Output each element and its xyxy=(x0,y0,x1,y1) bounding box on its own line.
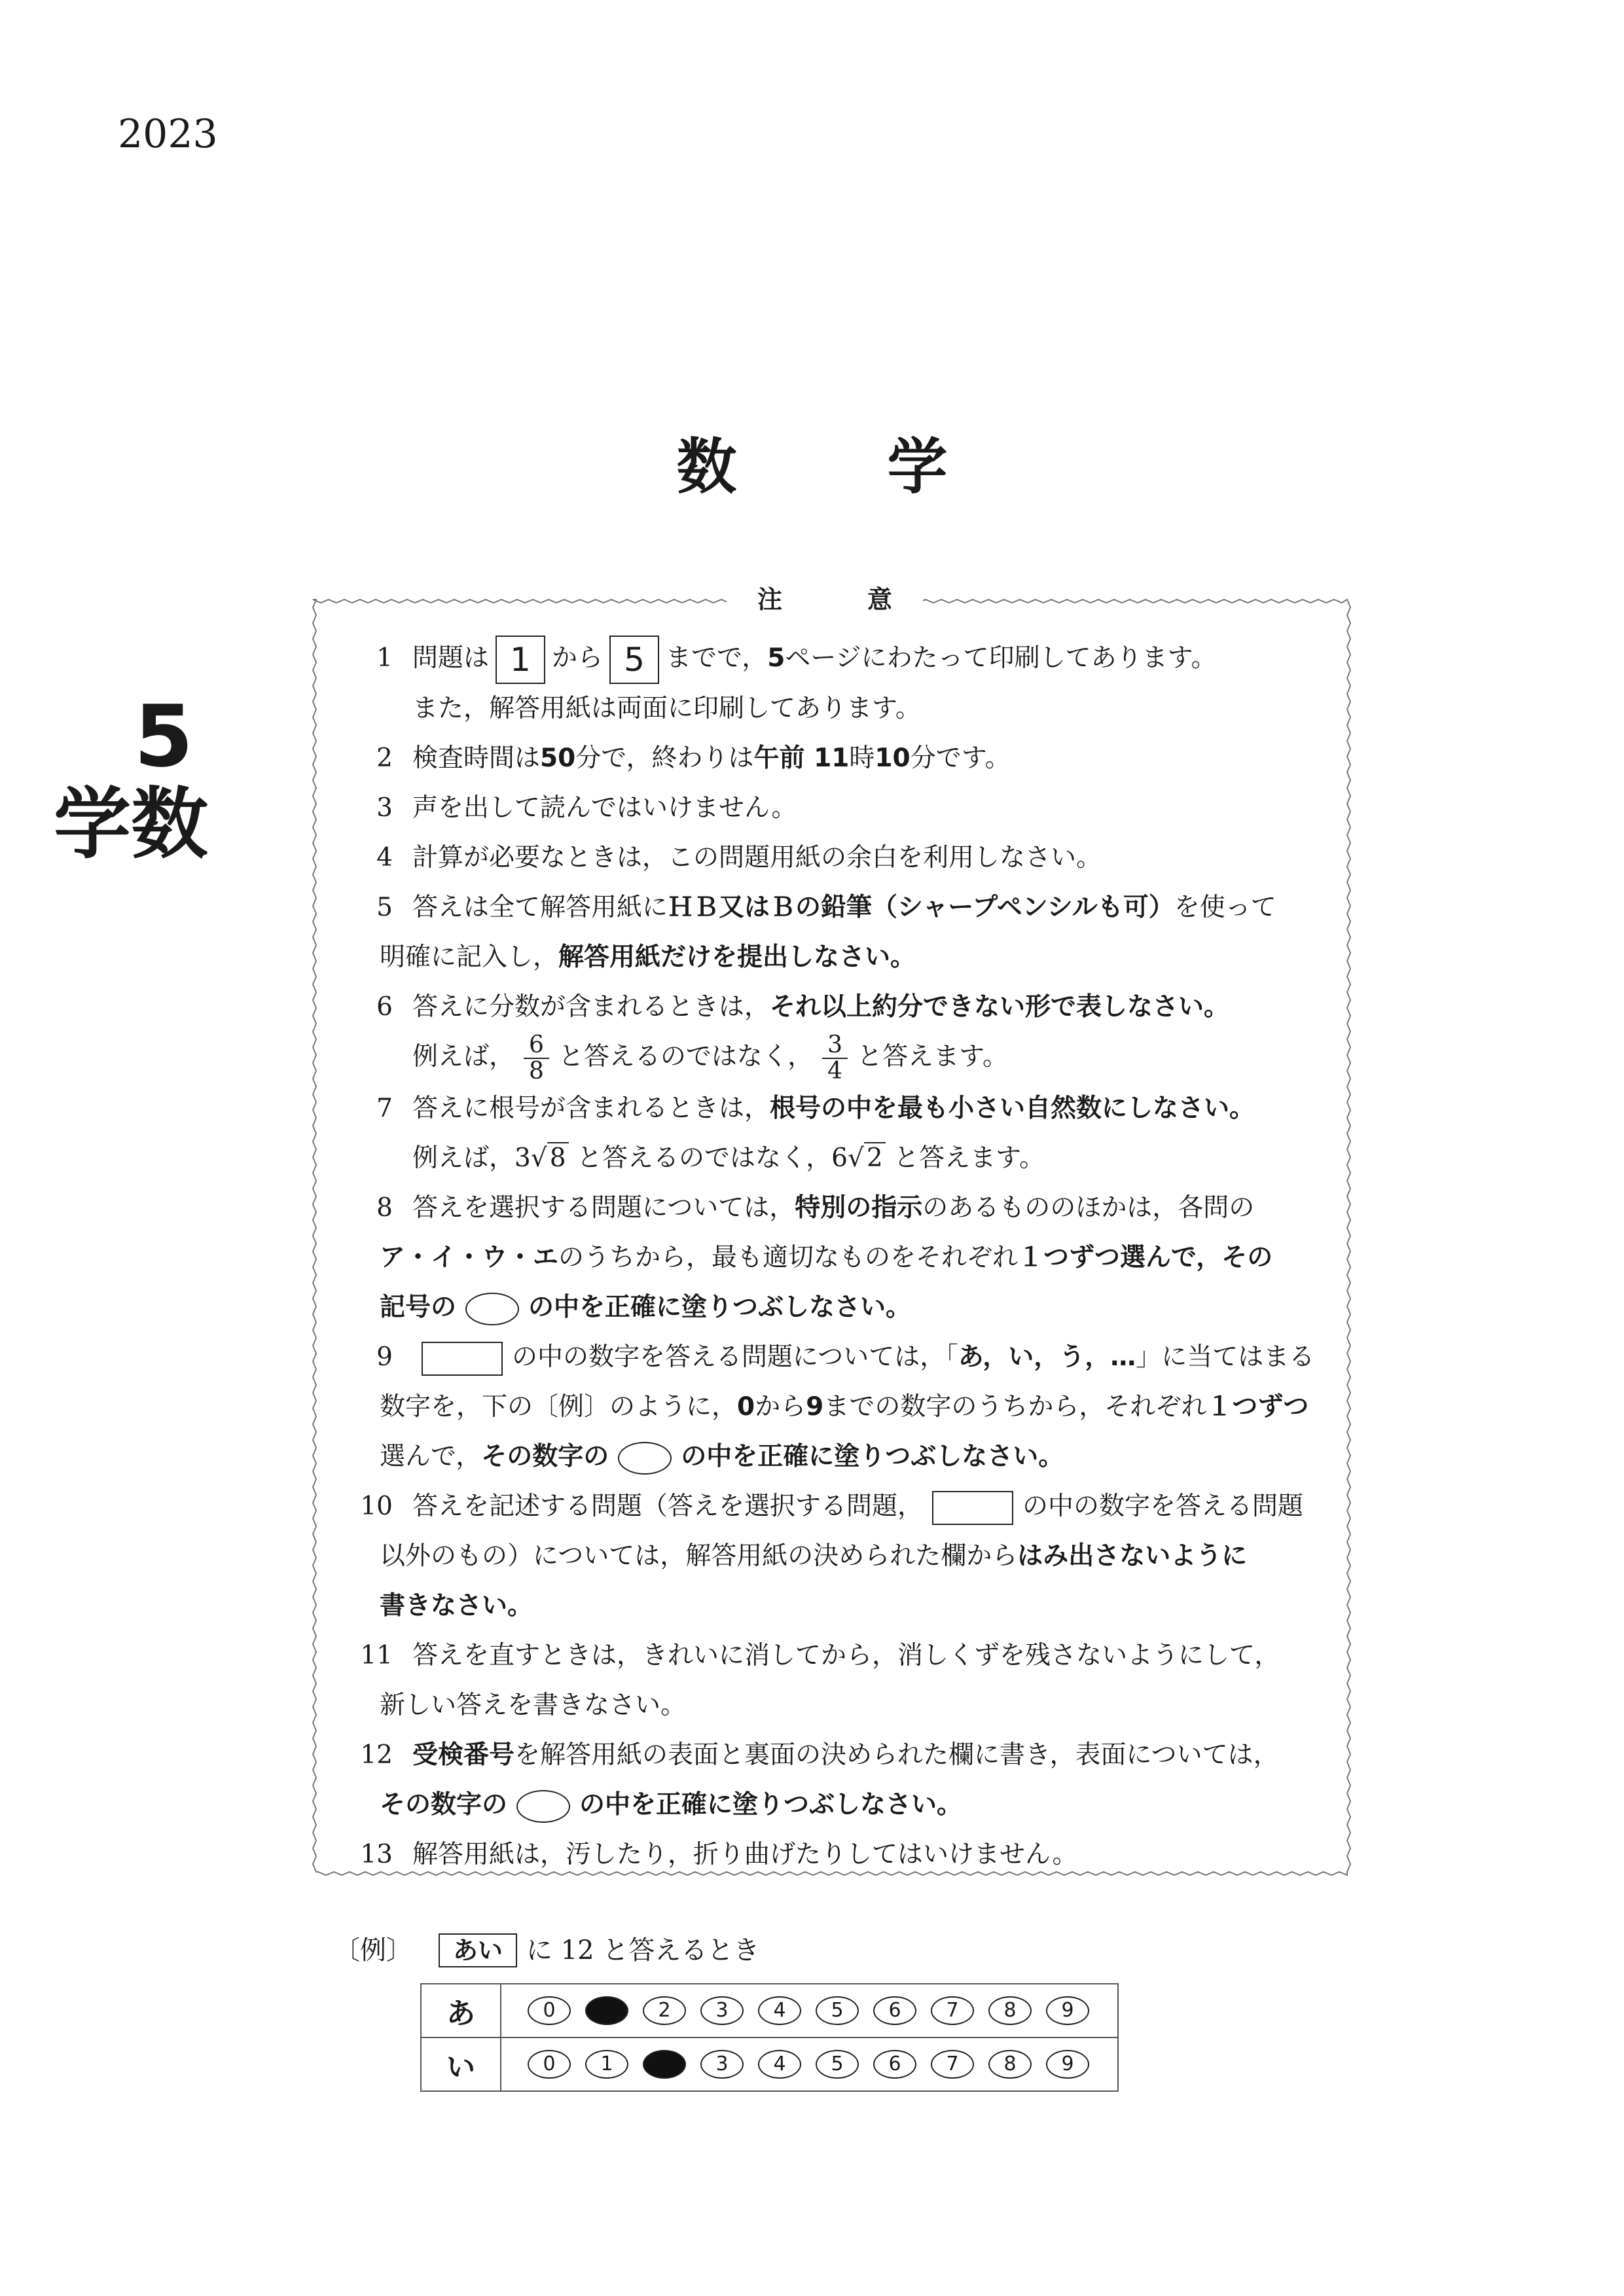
bubble-row xyxy=(501,2037,1118,2091)
notice-item-2: 2 検査時間は50分で，終わりは午前 11時10分です。 xyxy=(376,744,1011,773)
notice-item-4: 4 計算が必要なときは，この問題用紙の余白を利用しなさい。 xyxy=(376,843,1102,872)
year: 2023 xyxy=(118,111,218,157)
page-start-box: 1 xyxy=(496,636,545,684)
notice-item-3: 3 声を出して読んではいけません。 xyxy=(376,793,797,823)
notice-item-12: 12 受検番号を解答用紙の表面と裏面の決められた欄に書き，表面については， その数字の の中を正確に塗りつぶしなさい。 xyxy=(353,1731,1335,1830)
notice-item-11: 11 答えを直すときは，きれいに消してから，消しくずを残さないようにして， 新しい答えを書きなさい。 xyxy=(360,1641,1280,1720)
oval-mark xyxy=(465,1293,519,1325)
side-subject: 学数 xyxy=(53,779,208,869)
bubble-4: 4 xyxy=(758,2050,801,2079)
example-answer-grid xyxy=(420,1983,1119,2092)
notice-heading: 注 意 xyxy=(727,579,923,615)
title-char-right: 学 xyxy=(887,432,948,502)
notice-item-1: 1 問題は 1 から 5 までで，5ページにわたって印刷してあります。 また，解答用紙は両面に印刷してあります。 xyxy=(353,634,1335,734)
title-char-left: 数 xyxy=(676,432,737,502)
bubble-0: 0 xyxy=(528,1996,571,2025)
fraction-6-8: $\frac{6}{8}$ xyxy=(524,1033,549,1084)
bubble-9: 9 xyxy=(1046,1996,1089,2025)
blank-box xyxy=(422,1342,503,1376)
bubble-1: 1 xyxy=(585,2050,628,2079)
bubble-5: 5 xyxy=(816,2050,859,2079)
example-row-i xyxy=(421,2037,1118,2091)
bubble-filled: 2 xyxy=(643,2050,686,2079)
page-end-box: 5 xyxy=(609,636,659,684)
bubble-6: 6 xyxy=(873,1996,916,2025)
notice-item-7: 7 答えに根号が含まれるときは，根号の中を最も小さい自然数にしなさい。 例えば，3√ 8 と答えるのではなく，6√ 2 と答えます。 xyxy=(353,1084,1335,1183)
bubble-0: 0 xyxy=(528,2050,571,2079)
bubble-6: 6 xyxy=(873,2050,916,2079)
blank-box xyxy=(932,1491,1013,1525)
bubble-7: 7 xyxy=(931,2050,974,2079)
bubble-3: 3 xyxy=(700,1996,744,2025)
page-title xyxy=(0,419,1624,505)
notice-item-9: 9 の中の数字を答える問題については，「あ，い，う，…」に当てはまる 数字を，下の〔例〕のように，0から9までの数字のうちから，それぞれ１つずつ 選んで，その数字の の中を正確に塗りつぶしなさい。 xyxy=(353,1333,1335,1482)
bubble-3: 3 xyxy=(700,2050,744,2079)
bubble-2: 2 xyxy=(643,1996,686,2025)
fraction-3-4: $\frac{3}{4}$ xyxy=(822,1033,848,1084)
bubble-8: 8 xyxy=(988,1996,1032,2025)
bubble-9: 9 xyxy=(1046,2050,1089,2079)
example-answer-box: あい xyxy=(439,1933,517,1967)
bubble-filled: 1 xyxy=(585,1996,628,2025)
radical-3-root-8: 3√ 8 xyxy=(514,1134,569,1183)
bubble-row xyxy=(501,1984,1118,2037)
bubble-5: 5 xyxy=(816,1996,859,2025)
notice-list xyxy=(353,634,1335,1880)
notice-item-10: 10 答えを記述する問題（答えを選択する問題， の中の数字を答える問題 以外のもの）については，解答用紙の決められた欄からはみ出さないように 書きなさい。 xyxy=(360,1492,1304,1621)
notice-item-13: 13 解答用紙は，汚したり，折り曲げたりしてはいけません。 xyxy=(360,1840,1078,1869)
example-caption: 〔例〕 あい に 12 と答えるとき xyxy=(334,1931,759,1970)
row-label: い xyxy=(421,2037,501,2091)
side-number: 5 xyxy=(134,687,194,786)
oval-mark xyxy=(618,1442,672,1475)
notice-item-5: 5 答えは全て解答用紙にＨＢ又はＢの鉛筆（シャープペンシルも可）を使って 明確に記入し，解答用紙だけを提出しなさい。 xyxy=(376,893,1276,972)
bubble-4: 4 xyxy=(758,1996,801,2025)
row-label: あ xyxy=(421,1984,501,2037)
bubble-7: 7 xyxy=(931,1996,974,2025)
notice-item-6: 6 答えに分数が含まれるときは，それ以上約分できない形で表しなさい。 例えば， $\frac{6}{8}$ と答えるのではなく， $\frac{3}{4}$ と答えます。 xyxy=(376,992,1230,1085)
radical-6-root-2: 6√ 2 xyxy=(831,1134,886,1183)
oval-mark xyxy=(516,1790,570,1823)
bubble-8: 8 xyxy=(988,2050,1032,2079)
notice-item-8: 8 答えを選択する問題については，特別の指示のあるもののほかは，各問の ア・イ・ウ・エのうちから，最も適切なものをそれぞれ１つずつ選んで，その 記号の の中を正確に塗りつぶしなさい。 xyxy=(353,1183,1335,1333)
example-row-a xyxy=(421,1984,1118,2037)
